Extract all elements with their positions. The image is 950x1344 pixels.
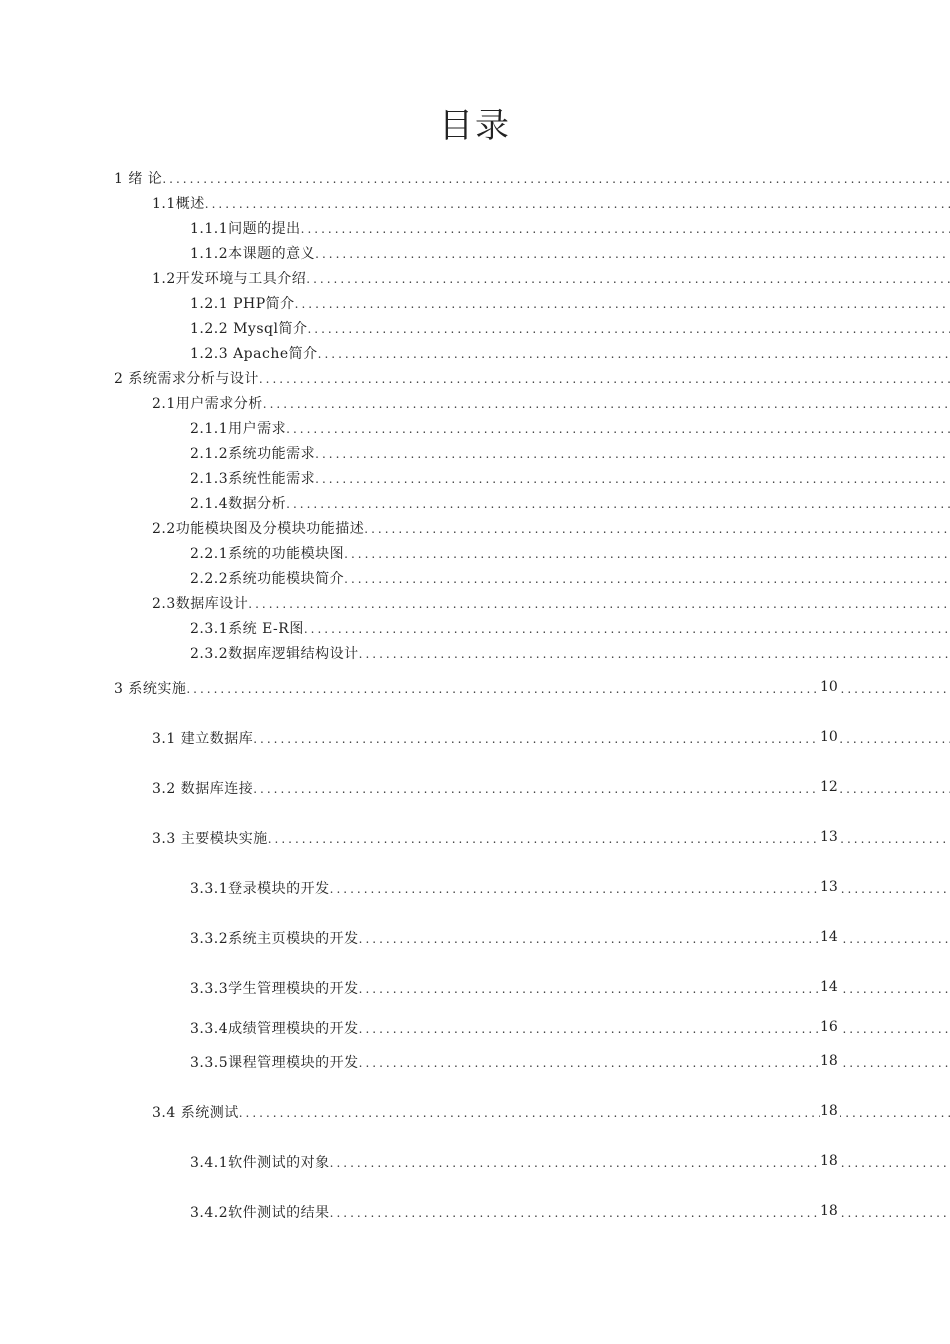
toc-entry-text: 3.4.2软件测试的结果 (190, 1205, 330, 1221)
toc-entry-2-2[interactable] (0, 516, 950, 538)
toc-entry-1[interactable] (0, 166, 950, 188)
toc-entry-text: 3 系统实施 (114, 681, 187, 697)
toc-entry-text: 1.2.3 Apache简介 (190, 346, 318, 362)
toc-entry-text: 3.3.5课程管理模块的开发 (190, 1055, 359, 1071)
toc-entry-text: 2.1.1用户需求 (190, 421, 287, 437)
toc-entry-3-3-5[interactable] (0, 1050, 950, 1072)
toc-page-number: 13 (820, 879, 838, 895)
toc-entry-2-1-3[interactable] (0, 466, 950, 488)
toc-entry-3-1[interactable] (0, 726, 950, 748)
toc-entry-text: 2.1.4数据分析 (190, 496, 287, 512)
toc-dot-leader (330, 1204, 950, 1222)
toc-entry-2-1-1[interactable] (0, 416, 950, 438)
toc-dot-leader (315, 445, 950, 463)
toc-entry-text: 1 绪 论 (114, 171, 163, 187)
toc-page-number: 13 (820, 829, 838, 845)
toc-dot-leader (359, 645, 950, 663)
toc-entry-3[interactable] (0, 676, 950, 698)
toc-entry-text: 2.1.2系统功能需求 (190, 446, 316, 462)
toc-dot-leader (239, 1104, 950, 1122)
toc-entry-text: 1.2开发环境与工具介绍 (152, 271, 307, 287)
toc-entry-text: 3.3 主要模块实施 (152, 831, 268, 847)
toc-dot-leader (315, 245, 950, 263)
toc-dot-leader (330, 1154, 950, 1172)
toc-entry-2-2-1[interactable] (0, 541, 950, 563)
toc-entry-2[interactable] (0, 366, 950, 388)
toc-page-number: 18 (820, 1203, 838, 1219)
toc-dot-leader (286, 420, 950, 438)
toc-dot-leader (205, 195, 950, 213)
toc-dot-leader (162, 170, 950, 188)
toc-entry-3-4[interactable] (0, 1100, 950, 1122)
toc-entry-text: 2.2功能模块图及分模块功能描述 (152, 521, 365, 537)
toc-dot-leader (306, 270, 950, 288)
toc-dot-leader (359, 930, 950, 948)
toc-entry-text: 3.4.1软件测试的对象 (190, 1155, 330, 1171)
toc-dot-leader (253, 730, 950, 748)
toc-entry-text: 2.3.2数据库逻辑结构设计 (190, 646, 359, 662)
toc-entry-1-2[interactable] (0, 266, 950, 288)
toc-dot-leader (263, 395, 950, 413)
toc-dot-leader (344, 570, 950, 588)
toc-dot-leader (307, 320, 950, 338)
toc-dot-leader (248, 595, 950, 613)
toc-dot-leader (344, 545, 950, 563)
toc-entry-text: 2.2.2系统功能模块简介 (190, 571, 345, 587)
toc-entry-text: 1.1.1问题的提出 (190, 221, 301, 237)
toc-dot-leader (286, 495, 950, 513)
toc-entry-text: 2.1.3系统性能需求 (190, 471, 316, 487)
toc-entry-2-1-2[interactable] (0, 441, 950, 463)
toc-dot-leader (253, 780, 950, 798)
toc-page-number: 18 (820, 1153, 838, 1169)
toc-dot-leader (318, 345, 950, 363)
toc-entry-3-3-2[interactable] (0, 926, 950, 948)
toc-entry-1-1-2[interactable] (0, 241, 950, 263)
toc-entry-text: 3.3.4成绩管理模块的开发 (190, 1021, 359, 1037)
toc-entry-3-3-1[interactable] (0, 876, 950, 898)
toc-dot-leader (359, 1054, 950, 1072)
toc-entry-1-2-2[interactable] (0, 316, 950, 338)
toc-entry-text: 3.3.3学生管理模块的开发 (190, 981, 359, 997)
toc-page-number: 10 (820, 729, 838, 745)
toc-entry-text: 1.1概述 (152, 196, 205, 212)
toc-entry-3-3-4[interactable] (0, 1016, 950, 1038)
toc-dot-leader (359, 1020, 950, 1038)
toc-entry-text: 1.2.1 PHP简介 (190, 296, 295, 312)
toc-entry-2-3-1[interactable] (0, 616, 950, 638)
toc-entry-text: 3.3.2系统主页模块的开发 (190, 931, 359, 947)
toc-dot-leader (330, 880, 950, 898)
toc-entry-1-1[interactable] (0, 191, 950, 213)
toc-entry-3-4-2[interactable] (0, 1200, 950, 1222)
toc-dot-leader (364, 520, 950, 538)
toc-dot-leader (315, 470, 950, 488)
toc-entry-text: 3.4 系统测试 (152, 1105, 239, 1121)
toc-entry-2-1-4[interactable] (0, 491, 950, 513)
page-title: 目录 (439, 106, 511, 146)
toc-dot-leader (295, 295, 950, 313)
toc-entry-3-3[interactable] (0, 826, 950, 848)
toc-dot-leader (259, 370, 950, 388)
toc-entry-text: 2.3.1系统 E-R图 (190, 621, 304, 637)
toc-entry-1-2-3[interactable] (0, 341, 950, 363)
toc-entry-2-1[interactable] (0, 391, 950, 413)
toc-entry-text: 2.2.1系统的功能模块图 (190, 546, 345, 562)
toc-dot-leader (268, 830, 950, 848)
toc-entry-text: 2.1用户需求分析 (152, 396, 263, 412)
toc-entry-3-4-1[interactable] (0, 1150, 950, 1172)
toc-page-number: 18 (820, 1103, 838, 1119)
toc-entry-2-3[interactable] (0, 591, 950, 613)
toc-entry-2-2-2[interactable] (0, 566, 950, 588)
toc-entry-text: 2 系统需求分析与设计 (114, 371, 259, 387)
toc-entry-text: 3.2 数据库连接 (152, 781, 254, 797)
toc-entry-text: 3.3.1登录模块的开发 (190, 881, 330, 897)
toc-dot-leader (301, 220, 950, 238)
toc-entry-3-2[interactable] (0, 776, 950, 798)
toc-page-number: 10 (820, 679, 838, 695)
toc-page-number: 12 (820, 779, 838, 795)
toc-page-number: 18 (820, 1053, 838, 1069)
toc-entry-text: 2.3数据库设计 (152, 596, 249, 612)
toc-dot-leader (359, 980, 950, 998)
toc-entry-text: 3.1 建立数据库 (152, 731, 254, 747)
toc-page-number: 14 (820, 929, 838, 945)
toc-entry-1-1-1[interactable] (0, 216, 950, 238)
toc-entry-3-3-3[interactable] (0, 976, 950, 998)
toc-page-number: 16 (820, 1019, 838, 1035)
toc-entry-2-3-2[interactable] (0, 641, 950, 663)
toc-page-number: 14 (820, 979, 838, 995)
toc-dot-leader (304, 620, 950, 638)
toc-entry-text: 1.2.2 Mysql简介 (190, 321, 308, 337)
toc-entry-text: 1.1.2本课题的意义 (190, 246, 316, 262)
toc-entry-1-2-1[interactable] (0, 291, 950, 313)
